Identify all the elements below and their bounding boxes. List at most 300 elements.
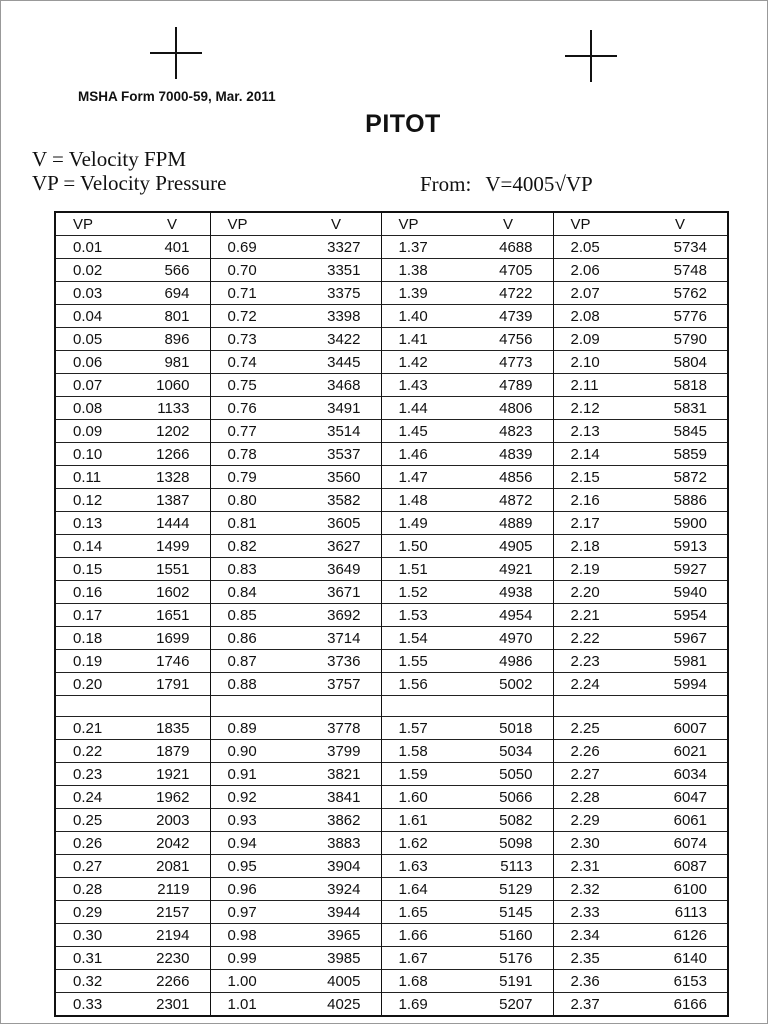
table-row <box>55 627 728 650</box>
table-row <box>55 650 728 673</box>
cell-vp: 0.96 <box>210 878 295 901</box>
cell-vp: 2.14 <box>553 443 639 466</box>
cell-v: 4905 <box>499 537 533 555</box>
cell-v: 4705 <box>499 261 533 279</box>
cell-vp: 0.18 <box>73 629 103 647</box>
cell-vp: 2.11 <box>553 374 639 397</box>
cell-v: 3445 <box>327 353 361 371</box>
cell-v: 1444 <box>156 514 190 532</box>
cell-vp: 0.20 <box>73 675 103 693</box>
cell-v: 4739 <box>499 307 533 325</box>
cell-vp: 1.51 <box>381 558 467 581</box>
cell-vp: 0.01 <box>73 238 103 256</box>
cell-vp: 2.19 <box>553 558 639 581</box>
spacer-cell <box>210 696 295 717</box>
cell-v: 4789 <box>499 376 533 394</box>
table-row <box>55 328 728 351</box>
cell-v: 694 <box>164 284 190 302</box>
cell-vp: 1.53 <box>381 604 467 627</box>
cell-v: 5129 <box>499 880 533 898</box>
cell-v: 3965 <box>327 926 361 944</box>
cell-v: 5872 <box>673 468 707 486</box>
cell-v: 4688 <box>499 238 533 256</box>
spacer-cell <box>295 696 381 717</box>
cell-v: 4823 <box>499 422 533 440</box>
cell-v: 1387 <box>156 491 190 509</box>
cell-v: 4756 <box>499 330 533 348</box>
table-row <box>55 305 728 328</box>
cell-v: 2081 <box>156 857 190 875</box>
cell-vp: 1.63 <box>381 855 467 878</box>
table-row <box>55 259 728 282</box>
cell-vp: 2.28 <box>553 786 639 809</box>
cell-vp: 1.49 <box>381 512 467 535</box>
cell-vp: 1.56 <box>381 673 467 696</box>
cell-vp: 2.33 <box>553 901 639 924</box>
cell-vp: 0.84 <box>210 581 295 604</box>
table-header-row <box>55 212 728 236</box>
cell-vp: 0.12 <box>73 491 103 509</box>
cell-v: 2003 <box>156 811 190 829</box>
cell-vp: 2.13 <box>553 420 639 443</box>
cell-v: 1651 <box>156 606 190 624</box>
cell-v: 566 <box>164 261 190 279</box>
cell-vp: 0.05 <box>73 330 103 348</box>
cell-vp: 2.12 <box>553 397 639 420</box>
cell-vp: 0.88 <box>210 673 295 696</box>
header-v: V <box>331 215 342 233</box>
cell-vp: 2.35 <box>553 947 639 970</box>
cell-v: 5191 <box>499 972 533 990</box>
cell-v: 3671 <box>327 583 361 601</box>
cell-vp: 0.06 <box>73 353 103 371</box>
cell-v: 3736 <box>327 652 361 670</box>
cell-v: 3327 <box>327 238 361 256</box>
cell-vp: 0.13 <box>73 514 103 532</box>
table-row <box>55 901 728 924</box>
cell-vp: 1.57 <box>381 717 467 740</box>
cell-v: 896 <box>164 330 190 348</box>
cell-v: 3605 <box>327 514 361 532</box>
cell-v: 3468 <box>327 376 361 394</box>
cell-v: 3375 <box>327 284 361 302</box>
cell-v: 1202 <box>156 422 190 440</box>
cell-v: 801 <box>164 307 190 325</box>
table-row <box>55 581 728 604</box>
cell-vp: 0.99 <box>210 947 295 970</box>
cell-v: 3883 <box>327 834 361 852</box>
cell-v: 3398 <box>327 307 361 325</box>
table-row <box>55 374 728 397</box>
cell-v: 5981 <box>673 652 707 670</box>
spacer-cell <box>381 696 467 717</box>
table-row <box>55 740 728 763</box>
cell-v: 3627 <box>327 537 361 555</box>
cell-vp: 1.66 <box>381 924 467 947</box>
cell-vp: 0.98 <box>210 924 295 947</box>
cell-vp: 2.26 <box>553 740 639 763</box>
cell-vp: 1.61 <box>381 809 467 832</box>
cell-vp: 0.80 <box>210 489 295 512</box>
cell-vp: 2.05 <box>553 236 639 259</box>
cell-v: 4970 <box>499 629 533 647</box>
table-row <box>55 832 728 855</box>
cell-vp: 0.79 <box>210 466 295 489</box>
cell-vp: 2.22 <box>553 627 639 650</box>
cell-v: 3514 <box>327 422 361 440</box>
cell-v: 2042 <box>156 834 190 852</box>
cell-v: 5776 <box>673 307 707 325</box>
cell-vp: 0.19 <box>73 652 103 670</box>
cell-vp: 2.20 <box>553 581 639 604</box>
cell-v: 1746 <box>156 652 190 670</box>
cell-v: 5967 <box>673 629 707 647</box>
cell-v: 3904 <box>327 857 361 875</box>
table-row <box>55 512 728 535</box>
registration-mark-left <box>150 27 202 79</box>
header-vp: VP <box>73 215 94 233</box>
cell-v: 1266 <box>156 445 190 463</box>
cell-vp: 0.78 <box>210 443 295 466</box>
table-row <box>55 970 728 993</box>
cell-v: 5994 <box>673 675 707 693</box>
cell-v: 4889 <box>499 514 533 532</box>
cell-vp: 0.31 <box>73 949 103 967</box>
cell-vp: 0.32 <box>73 972 103 990</box>
cell-vp: 2.32 <box>553 878 639 901</box>
cell-vp: 0.25 <box>73 811 103 829</box>
cell-vp: 1.48 <box>381 489 467 512</box>
cell-v: 1699 <box>156 629 190 647</box>
cell-v: 5176 <box>499 949 533 967</box>
cell-vp: 0.70 <box>210 259 295 282</box>
cell-v: 3560 <box>327 468 361 486</box>
cell-v: 5160 <box>499 926 533 944</box>
spacer-cell <box>467 696 553 717</box>
cell-vp: 0.94 <box>210 832 295 855</box>
cell-v: 4005 <box>327 972 361 990</box>
formula-text: V=4005√VP <box>485 172 593 196</box>
cell-v: 5207 <box>499 995 533 1013</box>
table-row <box>55 924 728 947</box>
cell-v: 6021 <box>673 742 707 760</box>
cell-vp: 1.52 <box>381 581 467 604</box>
cell-v: 6047 <box>673 788 707 806</box>
cell-vp: 0.29 <box>73 903 103 921</box>
table-row <box>55 763 728 786</box>
cell-v: 3862 <box>327 811 361 829</box>
cell-vp: 0.71 <box>210 282 295 305</box>
cell-v: 3422 <box>327 330 361 348</box>
cell-v: 4856 <box>499 468 533 486</box>
cell-v: 1962 <box>156 788 190 806</box>
cell-v: 4954 <box>499 606 533 624</box>
cell-vp: 0.76 <box>210 397 295 420</box>
cell-vp: 1.62 <box>381 832 467 855</box>
cell-vp: 0.04 <box>73 307 103 325</box>
table-row <box>55 282 728 305</box>
cell-v: 5954 <box>673 606 707 624</box>
cell-vp: 0.69 <box>210 236 295 259</box>
cell-vp: 1.68 <box>381 970 467 993</box>
cell-v: 3714 <box>327 629 361 647</box>
cell-v: 401 <box>164 238 190 256</box>
header-v: V <box>167 215 178 233</box>
cell-vp: 2.08 <box>553 305 639 328</box>
cell-v: 2230 <box>156 949 190 967</box>
cell-v: 3821 <box>327 765 361 783</box>
cell-vp: 2.24 <box>553 673 639 696</box>
cell-vp: 0.77 <box>210 420 295 443</box>
definition-velocity: V = Velocity FPM <box>32 147 187 171</box>
cell-vp: 1.59 <box>381 763 467 786</box>
cell-vp: 0.93 <box>210 809 295 832</box>
cell-vp: 2.30 <box>553 832 639 855</box>
cell-vp: 1.64 <box>381 878 467 901</box>
cell-v: 4025 <box>327 995 361 1013</box>
cell-v: 1328 <box>156 468 190 486</box>
cell-v: 5818 <box>673 376 707 394</box>
cell-v: 5748 <box>673 261 707 279</box>
cell-v: 1921 <box>156 765 190 783</box>
cell-v: 4806 <box>499 399 533 417</box>
cell-vp: 2.10 <box>553 351 639 374</box>
cell-vp: 1.40 <box>381 305 467 328</box>
cell-v: 5098 <box>499 834 533 852</box>
cell-vp: 0.22 <box>73 742 103 760</box>
cell-vp: 0.15 <box>73 560 103 578</box>
table-row <box>55 855 728 878</box>
cell-v: 6126 <box>673 926 707 944</box>
cell-vp: 2.36 <box>553 970 639 993</box>
header-v: V <box>675 215 686 233</box>
cell-v: 5034 <box>499 742 533 760</box>
cell-v: 6034 <box>673 765 707 783</box>
cell-v: 5859 <box>673 445 707 463</box>
cell-v: 5113 <box>500 857 533 875</box>
cell-vp: 0.75 <box>210 374 295 397</box>
table-row <box>55 786 728 809</box>
cell-v: 3757 <box>327 675 361 693</box>
cell-vp: 0.27 <box>73 857 103 875</box>
cell-vp: 0.74 <box>210 351 295 374</box>
cell-v: 1499 <box>156 537 190 555</box>
spacer-cell <box>553 696 639 717</box>
cell-vp: 1.44 <box>381 397 467 420</box>
cell-v: 2194 <box>156 926 190 944</box>
cell-v: 5927 <box>673 560 707 578</box>
cell-v: 6007 <box>673 719 707 737</box>
table-row <box>55 809 728 832</box>
cell-vp: 0.17 <box>73 606 103 624</box>
cell-vp: 1.39 <box>381 282 467 305</box>
cell-v: 6100 <box>673 880 707 898</box>
table-row <box>55 236 728 259</box>
cell-v: 3491 <box>327 399 361 417</box>
cell-v: 3351 <box>327 261 361 279</box>
cell-v: 3985 <box>327 949 361 967</box>
cell-v: 3537 <box>327 445 361 463</box>
cell-vp: 1.58 <box>381 740 467 763</box>
cell-v: 5066 <box>499 788 533 806</box>
cell-vp: 2.29 <box>553 809 639 832</box>
cell-v: 3582 <box>327 491 361 509</box>
table-row <box>55 397 728 420</box>
cell-v: 6061 <box>673 811 707 829</box>
cell-vp: 0.85 <box>210 604 295 627</box>
table-row <box>55 443 728 466</box>
cell-vp: 0.89 <box>210 717 295 740</box>
cell-vp: 1.42 <box>381 351 467 374</box>
table-row <box>55 947 728 970</box>
cell-vp: 0.95 <box>210 855 295 878</box>
cell-vp: 2.06 <box>553 259 639 282</box>
cell-v: 5002 <box>499 675 533 693</box>
pitot-table <box>54 211 729 1017</box>
formula-label: From: <box>420 172 472 196</box>
cell-vp: 2.18 <box>553 535 639 558</box>
cell-v: 5886 <box>673 491 707 509</box>
cell-v: 6140 <box>673 949 707 967</box>
cell-vp: 1.65 <box>381 901 467 924</box>
cell-vp: 1.55 <box>381 650 467 673</box>
cell-v: 5790 <box>673 330 707 348</box>
cell-vp: 1.50 <box>381 535 467 558</box>
cell-vp: 0.83 <box>210 558 295 581</box>
cell-vp: 2.15 <box>553 466 639 489</box>
cell-vp: 1.54 <box>381 627 467 650</box>
cell-v: 5900 <box>673 514 707 532</box>
cell-v: 5734 <box>673 238 707 256</box>
cell-v: 3649 <box>327 560 361 578</box>
cell-v: 5145 <box>499 903 533 921</box>
cell-vp: 0.28 <box>73 880 103 898</box>
cell-vp: 2.09 <box>553 328 639 351</box>
cell-vp: 0.92 <box>210 786 295 809</box>
cell-vp: 1.43 <box>381 374 467 397</box>
cell-v: 6153 <box>673 972 707 990</box>
cell-v: 4872 <box>499 491 533 509</box>
cell-vp: 0.08 <box>73 399 103 417</box>
formula <box>420 172 593 197</box>
header-v: V <box>503 215 514 233</box>
cell-vp: 2.27 <box>553 763 639 786</box>
cell-v: 4921 <box>499 560 533 578</box>
cell-vp: 0.21 <box>73 719 103 737</box>
cell-vp: 0.87 <box>210 650 295 673</box>
cell-v: 1060 <box>156 376 190 394</box>
cell-v: 5913 <box>673 537 707 555</box>
cell-vp: 1.00 <box>210 970 295 993</box>
table-row <box>55 717 728 740</box>
cell-v: 2266 <box>156 972 190 990</box>
cell-vp: 2.25 <box>553 717 639 740</box>
cell-vp: 1.46 <box>381 443 467 466</box>
cell-vp: 1.37 <box>381 236 467 259</box>
cell-v: 5082 <box>499 811 533 829</box>
cell-vp: 2.34 <box>553 924 639 947</box>
cell-v: 4986 <box>499 652 533 670</box>
cell-v: 1879 <box>156 742 190 760</box>
header-vp: VP <box>553 212 639 236</box>
cell-v: 3944 <box>327 903 361 921</box>
cell-v: 1791 <box>156 675 190 693</box>
definition-velocity-pressure: VP = Velocity Pressure <box>32 171 227 195</box>
table-row <box>55 535 728 558</box>
cell-vp: 0.81 <box>210 512 295 535</box>
cell-vp: 1.45 <box>381 420 467 443</box>
table-row <box>55 558 728 581</box>
cell-vp: 2.37 <box>553 993 639 1017</box>
cell-v: 5762 <box>673 284 707 302</box>
cell-v: 5804 <box>673 353 707 371</box>
cell-vp: 0.30 <box>73 926 103 944</box>
cell-vp: 0.14 <box>73 537 103 555</box>
header-vp: VP <box>210 212 295 236</box>
cell-vp: 0.26 <box>73 834 103 852</box>
cell-vp: 1.47 <box>381 466 467 489</box>
cell-vp: 0.97 <box>210 901 295 924</box>
cell-vp: 2.07 <box>553 282 639 305</box>
cell-vp: 0.82 <box>210 535 295 558</box>
cell-vp: 0.86 <box>210 627 295 650</box>
table-row <box>55 420 728 443</box>
cell-vp: 0.10 <box>73 445 103 463</box>
table-row <box>55 878 728 901</box>
cell-vp: 0.23 <box>73 765 103 783</box>
cell-vp: 0.03 <box>73 284 103 302</box>
cell-vp: 2.21 <box>553 604 639 627</box>
cell-vp: 1.69 <box>381 993 467 1017</box>
cell-v: 2301 <box>156 995 190 1013</box>
cell-vp: 0.33 <box>73 995 103 1013</box>
cell-v: 1133 <box>157 399 190 417</box>
cell-vp: 2.23 <box>553 650 639 673</box>
cell-v: 3692 <box>327 606 361 624</box>
spacer-cell <box>639 696 728 717</box>
cell-vp: 0.11 <box>73 468 102 486</box>
cell-vp: 0.91 <box>210 763 295 786</box>
cell-v: 1835 <box>156 719 190 737</box>
cell-v: 4839 <box>499 445 533 463</box>
cell-v: 4773 <box>499 353 533 371</box>
page-title: PITOT <box>365 110 441 138</box>
cell-vp: 1.67 <box>381 947 467 970</box>
cell-vp: 0.24 <box>73 788 103 806</box>
cell-v: 981 <box>164 353 190 371</box>
spacer-cell <box>55 696 131 717</box>
cell-vp: 0.02 <box>73 261 103 279</box>
cell-v: 5845 <box>673 422 707 440</box>
cell-v: 3799 <box>327 742 361 760</box>
cell-vp: 2.17 <box>553 512 639 535</box>
table-row <box>55 604 728 627</box>
cell-v: 5018 <box>499 719 533 737</box>
cell-vp: 0.16 <box>73 583 103 601</box>
cell-vp: 1.41 <box>381 328 467 351</box>
cell-vp: 1.60 <box>381 786 467 809</box>
form-number: MSHA Form 7000-59, Mar. 2011 <box>78 89 276 104</box>
cell-v: 5831 <box>673 399 707 417</box>
cell-v: 4722 <box>499 284 533 302</box>
cell-v: 6113 <box>674 903 707 921</box>
cell-v: 6166 <box>673 995 707 1013</box>
cell-vp: 2.16 <box>553 489 639 512</box>
cell-v: 5940 <box>673 583 707 601</box>
cell-v: 5050 <box>499 765 533 783</box>
spacer-cell <box>131 696 210 717</box>
cell-vp: 0.73 <box>210 328 295 351</box>
